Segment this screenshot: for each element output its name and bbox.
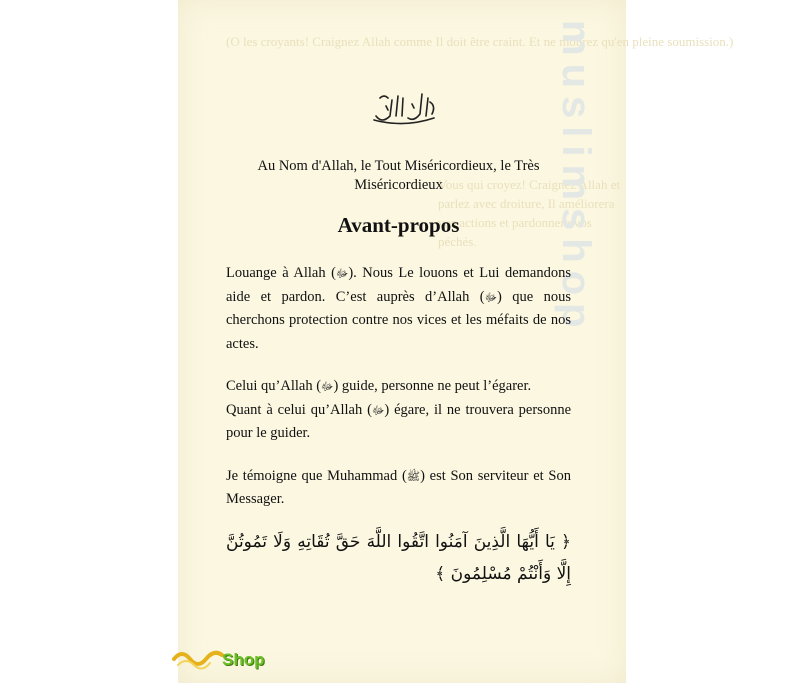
honorific-symbol: ﷻ	[335, 267, 349, 280]
bismillah-calligraphy	[368, 86, 440, 130]
paragraph-astray: Quant à celui qu’Allah (ﷻ) égare, il ne trouvera personne pour le guider.	[226, 401, 572, 441]
logo-text: Shop	[222, 650, 265, 669]
page-content	[226, 157, 571, 590]
honorific-symbol-prophet: ﷺ	[406, 469, 421, 483]
book-page	[178, 0, 734, 683]
quran-verse: ﴿ يَا أَيُّهَا الَّذِينَ آمَنُوا اتَّقُوا اللَّهَ حَقَّ تُقَاتِهِ وَلَا تَمُوتُنَّ إِلَّا وَأَنْتُمْ مُسْلِمُونَ ﴾	[226, 531, 571, 584]
page-title: Avant-propos	[337, 213, 460, 237]
honorific-symbol: ﷻ	[484, 290, 497, 304]
watermark-text: muslimshop	[554, 20, 598, 336]
paragraph-testimony: Je témoigne que Muhammad (ﷺ) est Son serviteur et Son Messager.	[226, 467, 571, 507]
paragraph-guidance: Celui qu’Allah (ﷻ) guide, personne ne peut l’égarer.	[226, 378, 532, 394]
show-through-text-top: (O les croyants! Craignez Allah comme Il doit être craint. Et ne mourez qu'en pleine soumission.)	[226, 34, 734, 49]
show-through-text-right: Vous qui croyez! Craignez Allah et parlez avec droiture, Il améliorera vos actions et pardonnera vos péchés.	[438, 177, 621, 249]
paragraph-praise: Louange à Allah (ﷻ). Nous Le louons et Lui demandons aide et pardon. C’est auprès d’Allah (ﷻ) que nous cherchons protection contre nos vices et les méfaits de nos actes.	[226, 265, 571, 352]
honorific-symbol: ﷻ	[321, 380, 334, 393]
shop-logo	[172, 645, 292, 677]
honorific-symbol: ﷻ	[371, 403, 385, 417]
basmala-translation: Au Nom d'Allah, le Tout Miséricordieux, le Très Miséricordieux	[257, 158, 540, 193]
